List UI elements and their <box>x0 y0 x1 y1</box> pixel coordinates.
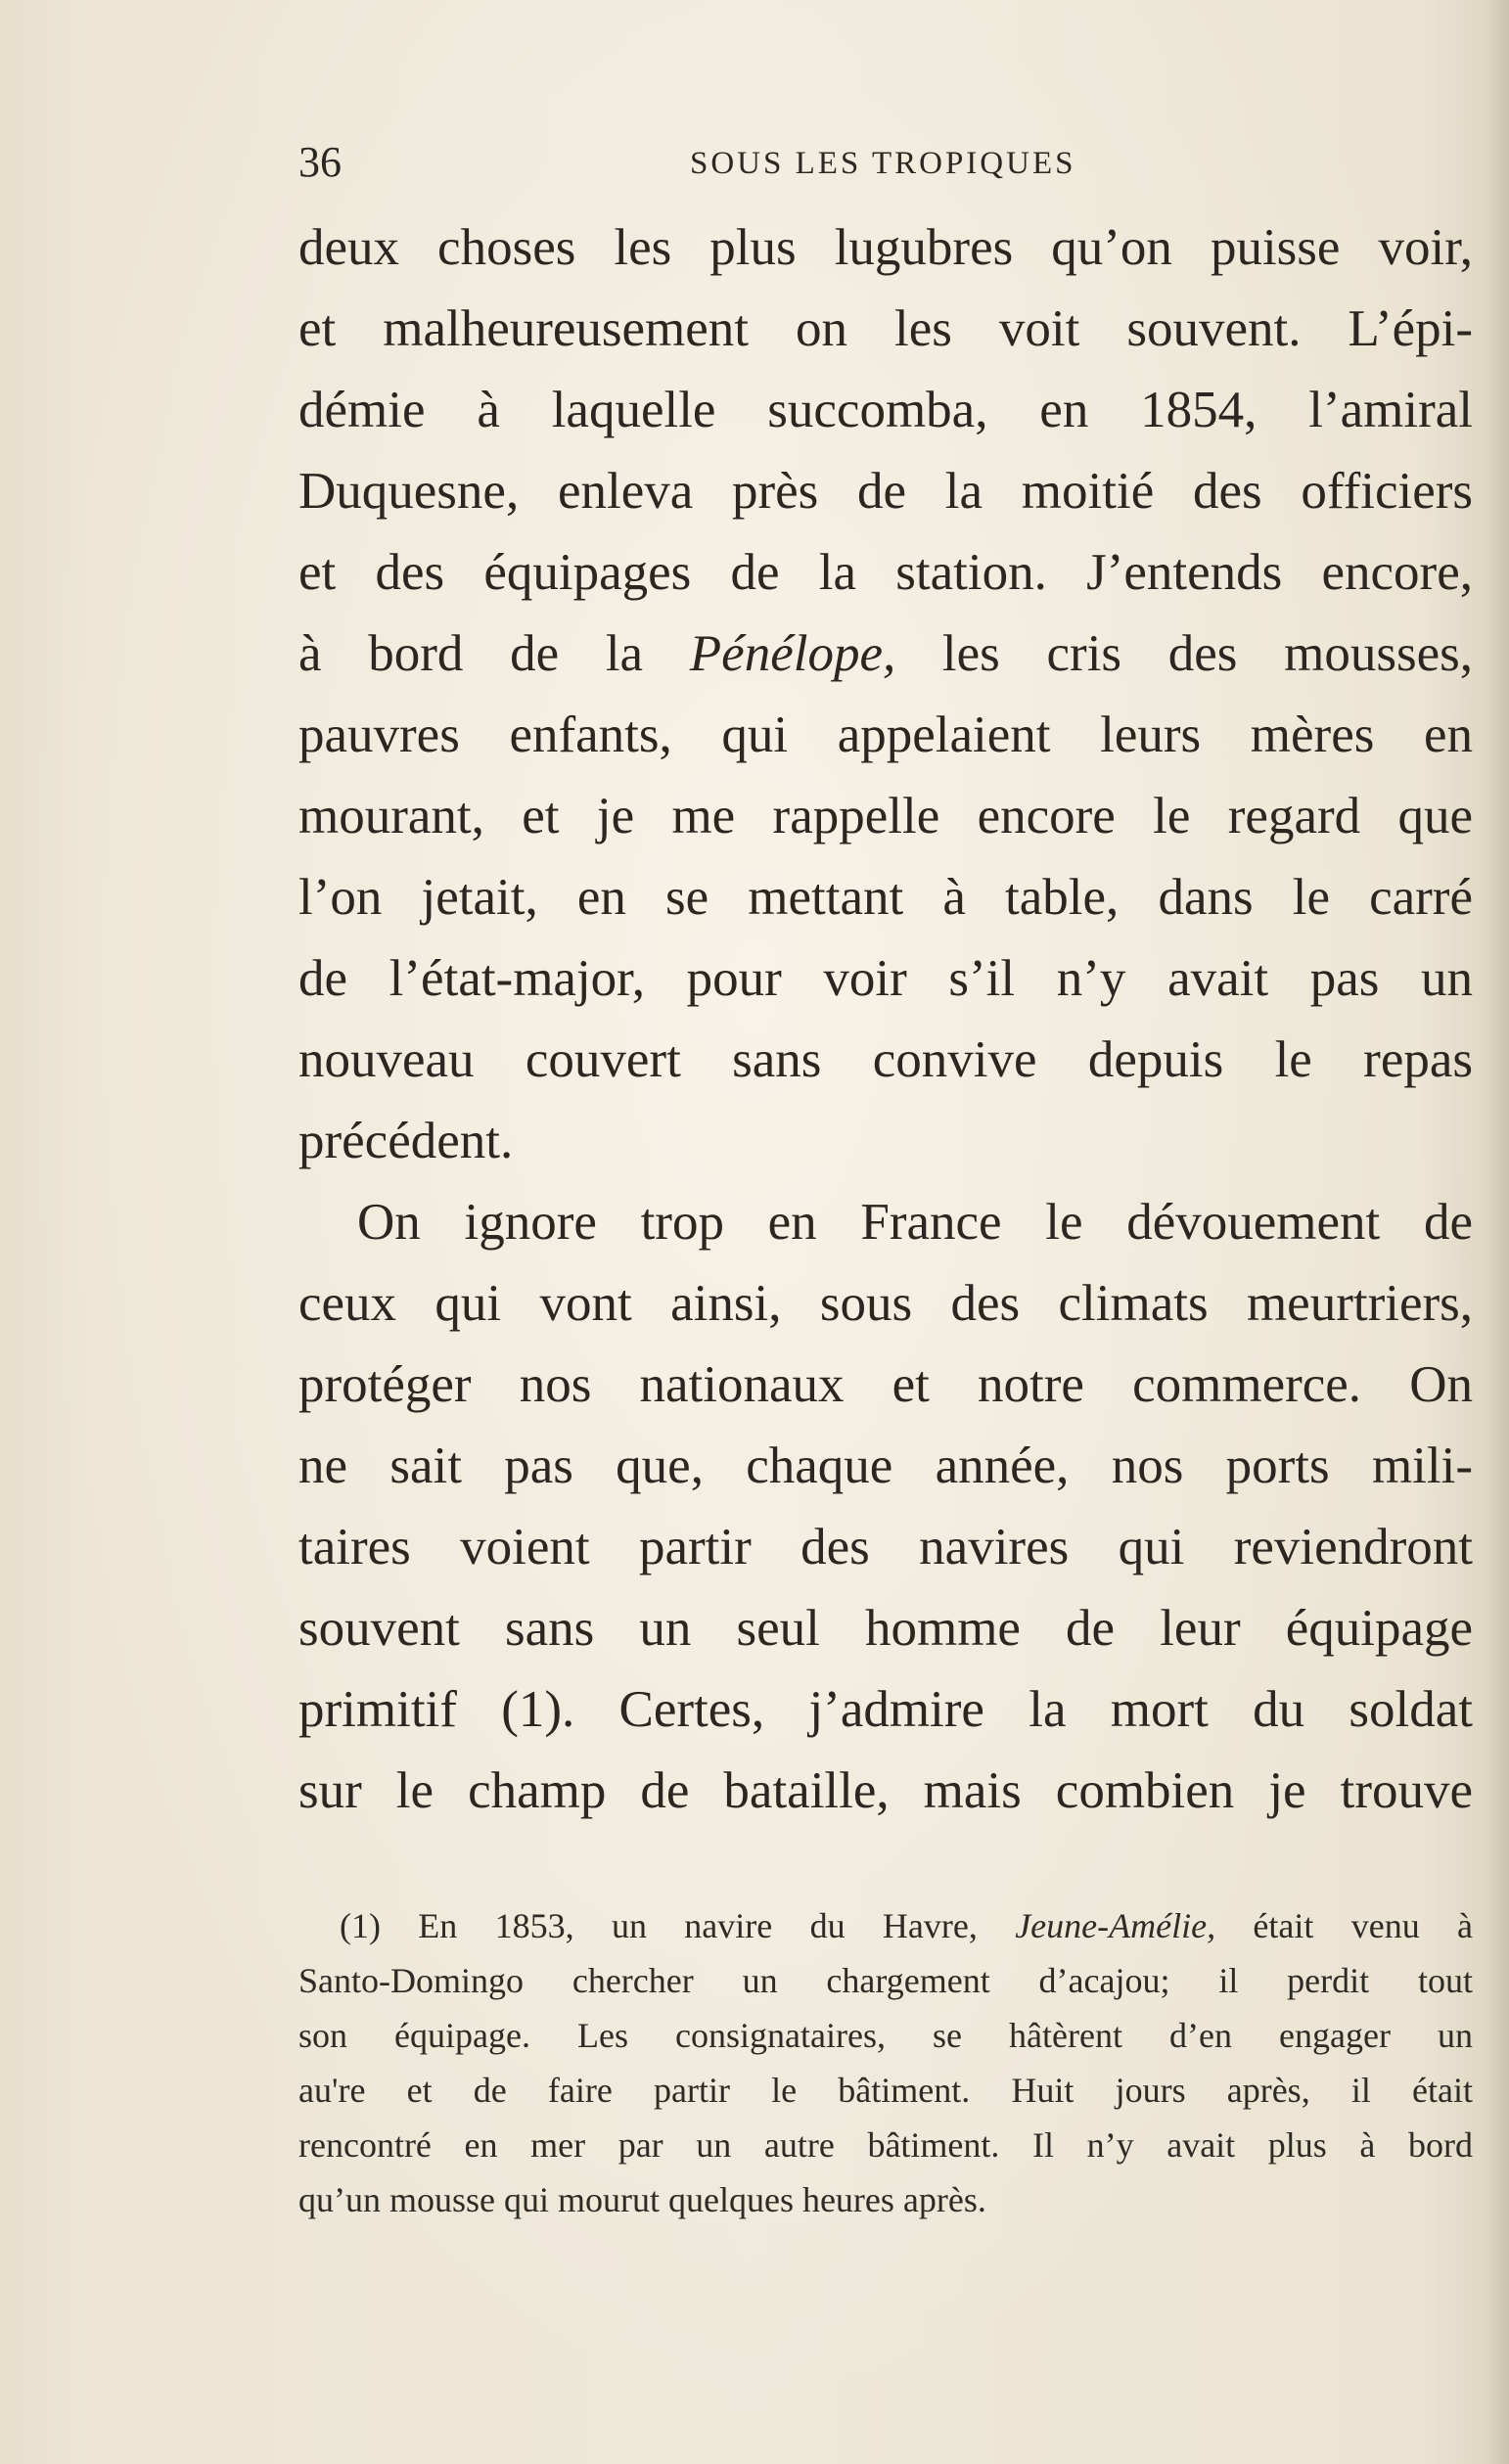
body-line: souvent sans un seul homme de leur équipage <box>298 1600 1473 1657</box>
running-head <box>298 133 1473 192</box>
body-line: pauvres enfants, qui appelaient leurs mères en <box>298 707 1473 763</box>
footnote-line: son équipage. Les consignataires, se hâtèrent d’en engager un <box>298 2016 1473 2055</box>
body-line: nouveau couvert sans convive depuis le repas <box>298 1031 1473 1088</box>
page-edge-shadow <box>1484 0 1509 2464</box>
running-title: SOUS LES TROPIQUES <box>690 146 1076 181</box>
body-line: l’on jetait, en se mettant à table, dans le carré <box>298 869 1473 926</box>
footnote-line-text: (1) En 1853, un navire du Havre, <box>340 1906 1016 1945</box>
footnote-line: rencontré en mer par un autre bâtiment. Il n’y avait plus à bord <box>298 2125 1473 2165</box>
body-line: démie à laquelle succomba, en 1854, l’amiral <box>298 382 1473 438</box>
body-line-text: les cris des mousses, <box>895 625 1473 682</box>
body-line: protéger nos nationaux et notre commerce. On <box>298 1356 1473 1413</box>
body-line: de l’état-major, pour voir s’il n’y avait pas un <box>298 950 1473 1007</box>
page-number: 36 <box>298 138 342 186</box>
body-line: et des équipages de la station. J’entends encore, <box>298 544 1473 601</box>
body-line: et malheureusement on les voit souvent. L’épi- <box>298 300 1473 357</box>
body-line: ne sait pas que, chaque année, nos ports mili- <box>298 1437 1473 1494</box>
footnote-line: Santo-Domingo chercher un chargement d’acajou; il perdit tout <box>298 1961 1473 2000</box>
body-line: deux choses les plus lugubres qu’on puisse voir, <box>298 219 1473 276</box>
body-line: mourant, et je me rappelle encore le regard que <box>298 788 1473 844</box>
body-line <box>298 614 1473 695</box>
body-line: sur le champ de bataille, mais combien je trouve <box>298 1762 1473 1819</box>
body-line: Duquesne, enleva près de la moitié des officiers <box>298 463 1473 520</box>
body-line: primitif (1). Certes, j’admire la mort du soldat <box>298 1681 1473 1738</box>
body-line: taires voient partir des navires qui reviendront <box>298 1519 1473 1575</box>
footnote-line <box>298 1898 1473 1953</box>
body-line: On ignore trop en France le dévouement de <box>357 1194 1473 1251</box>
body-text <box>298 207 1473 1832</box>
body-line: ceux qui vont ainsi, sous des climats meurtriers, <box>298 1275 1473 1332</box>
body-line: précédent. <box>298 1113 514 1169</box>
footnote-line-text: était venu à <box>1215 1906 1474 1945</box>
body-line-text: à bord de la <box>298 625 690 682</box>
ship-name-italic: Jeune-Amélie, <box>1015 1906 1216 1945</box>
footnote-line: qu’un mousse qui mourut quelques heures après. <box>298 2180 986 2219</box>
ship-name-italic: Pénélope, <box>689 625 896 682</box>
footnote-line: au're et de faire partir le bâtiment. Huit jours après, il était <box>298 2071 1473 2110</box>
footnote <box>298 1898 1473 2227</box>
